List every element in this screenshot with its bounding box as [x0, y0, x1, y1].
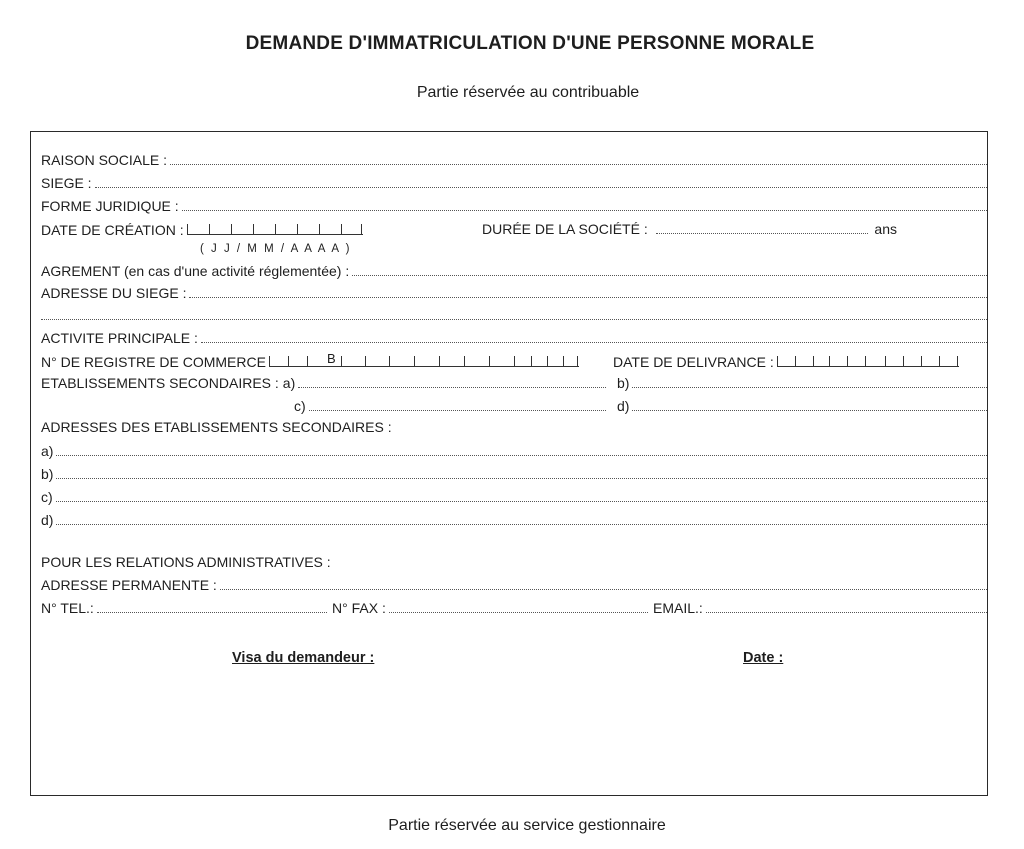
activite-principale-field[interactable]: [201, 329, 987, 343]
duree-societe-row: [482, 220, 897, 240]
date-creation-boxes[interactable]: [187, 220, 363, 235]
adresse-siege-field-2[interactable]: [41, 306, 987, 320]
forme-juridique-row: [41, 197, 987, 217]
raison-sociale-label: RAISON SOCIALE :: [41, 152, 168, 168]
date-delivrance-row: [613, 352, 959, 372]
registre-commerce-row: [41, 352, 579, 372]
address-d-row: [41, 511, 987, 531]
address-d-label: d): [41, 512, 54, 528]
adresse-siege-field[interactable]: [189, 284, 987, 298]
date-label: Date :: [743, 650, 784, 666]
adresse-siege-row: [41, 284, 987, 304]
adresse-permanente-field[interactable]: [220, 576, 987, 590]
agrement-row: [41, 262, 987, 282]
raison-sociale-row: [41, 151, 987, 171]
etab-d-label: d): [617, 398, 630, 414]
duree-societe-field[interactable]: [656, 220, 869, 234]
etablissements-a-row: [41, 374, 606, 394]
visa-demandeur-label: Visa du demandeur :: [232, 650, 375, 666]
forme-juridique-field[interactable]: [182, 197, 987, 211]
etab-a-field[interactable]: [298, 374, 606, 388]
etab-d-field[interactable]: [632, 397, 987, 411]
tel-row: [41, 599, 327, 619]
etablissements-d-row: [617, 397, 987, 417]
address-c-field[interactable]: [56, 488, 987, 502]
etab-a-label: a): [282, 375, 296, 391]
etab-b-label: b): [617, 375, 630, 391]
forme-juridique-label: FORME JURIDIQUE :: [41, 198, 179, 214]
fax-field[interactable]: [389, 599, 648, 613]
form-subtitle: Partie réservée au contribuable: [416, 84, 640, 101]
siege-label: SIEGE :: [41, 175, 92, 191]
etab-c-label: c): [294, 398, 306, 414]
address-a-row: [41, 442, 987, 462]
email-row: [653, 599, 987, 619]
fax-label: N° FAX :: [332, 600, 386, 616]
registre-letter: B: [326, 351, 336, 366]
relations-admin-heading: [41, 554, 331, 574]
form-title: DEMANDE D'IMMATRICULATION D'UNE PERSONNE MORALE: [245, 33, 815, 54]
etablissements-c-row: [294, 397, 606, 417]
adresse-permanente-row: [41, 576, 987, 596]
adresses-etablissements-label: ADRESSES DES ETABLISSEMENTS SECONDAIRES :: [41, 419, 392, 435]
raison-sociale-field[interactable]: [170, 151, 987, 165]
address-b-row: [41, 465, 987, 485]
address-b-label: b): [41, 466, 54, 482]
agrement-label: AGREMENT (en cas d'une activité réglementée) :: [41, 263, 350, 279]
address-d-field[interactable]: [56, 511, 987, 525]
adresses-etablissements-heading: [41, 419, 392, 439]
date-delivrance-boxes[interactable]: [777, 352, 959, 367]
etab-b-field[interactable]: [632, 374, 987, 388]
date-signature-area[interactable]: [700, 675, 900, 775]
date-delivrance-label: DATE DE DELIVRANCE :: [613, 354, 774, 370]
activite-principale-row: [41, 329, 987, 349]
adresse-permanente-label: ADRESSE PERMANENTE :: [41, 577, 217, 593]
etablissements-label: ETABLISSEMENTS SECONDAIRES :: [41, 375, 279, 391]
adresse-siege-line2: [41, 306, 987, 326]
etab-c-field[interactable]: [309, 397, 606, 411]
duree-societe-label: DURÉE DE LA SOCIÉTÉ :: [482, 221, 648, 237]
siege-row: [41, 174, 987, 194]
address-a-label: a): [41, 443, 54, 459]
date-creation-label: DATE DE CRÉATION :: [41, 222, 184, 238]
tel-label: N° TEL.:: [41, 600, 94, 616]
date-creation-row: [41, 220, 363, 240]
email-label: EMAIL.:: [653, 600, 703, 616]
tel-field[interactable]: [97, 599, 327, 613]
etablissements-b-row: [617, 374, 987, 394]
adresse-siege-label: ADRESSE DU SIEGE :: [41, 285, 187, 301]
footer-text: Partie réservée au service gestionnaire: [388, 817, 666, 834]
address-c-label: c): [41, 489, 53, 505]
duree-unit: ans: [874, 221, 897, 237]
agrement-field[interactable]: [352, 262, 987, 276]
fax-row: [332, 599, 648, 619]
address-a-field[interactable]: [56, 442, 987, 456]
siege-field[interactable]: [95, 174, 987, 188]
registre-commerce-boxes[interactable]: [269, 352, 579, 367]
activite-principale-label: ACTIVITE PRINCIPALE :: [41, 330, 198, 346]
relations-admin-label: POUR LES RELATIONS ADMINISTRATIVES :: [41, 554, 331, 570]
address-c-row: [41, 488, 987, 508]
visa-signature-area[interactable]: [200, 675, 460, 775]
registre-commerce-label: N° DE REGISTRE DE COMMERCE: [41, 354, 266, 370]
address-b-field[interactable]: [56, 465, 987, 479]
email-field[interactable]: [706, 599, 987, 613]
date-format-hint: ( J J / M M / A A A A ): [200, 243, 352, 255]
